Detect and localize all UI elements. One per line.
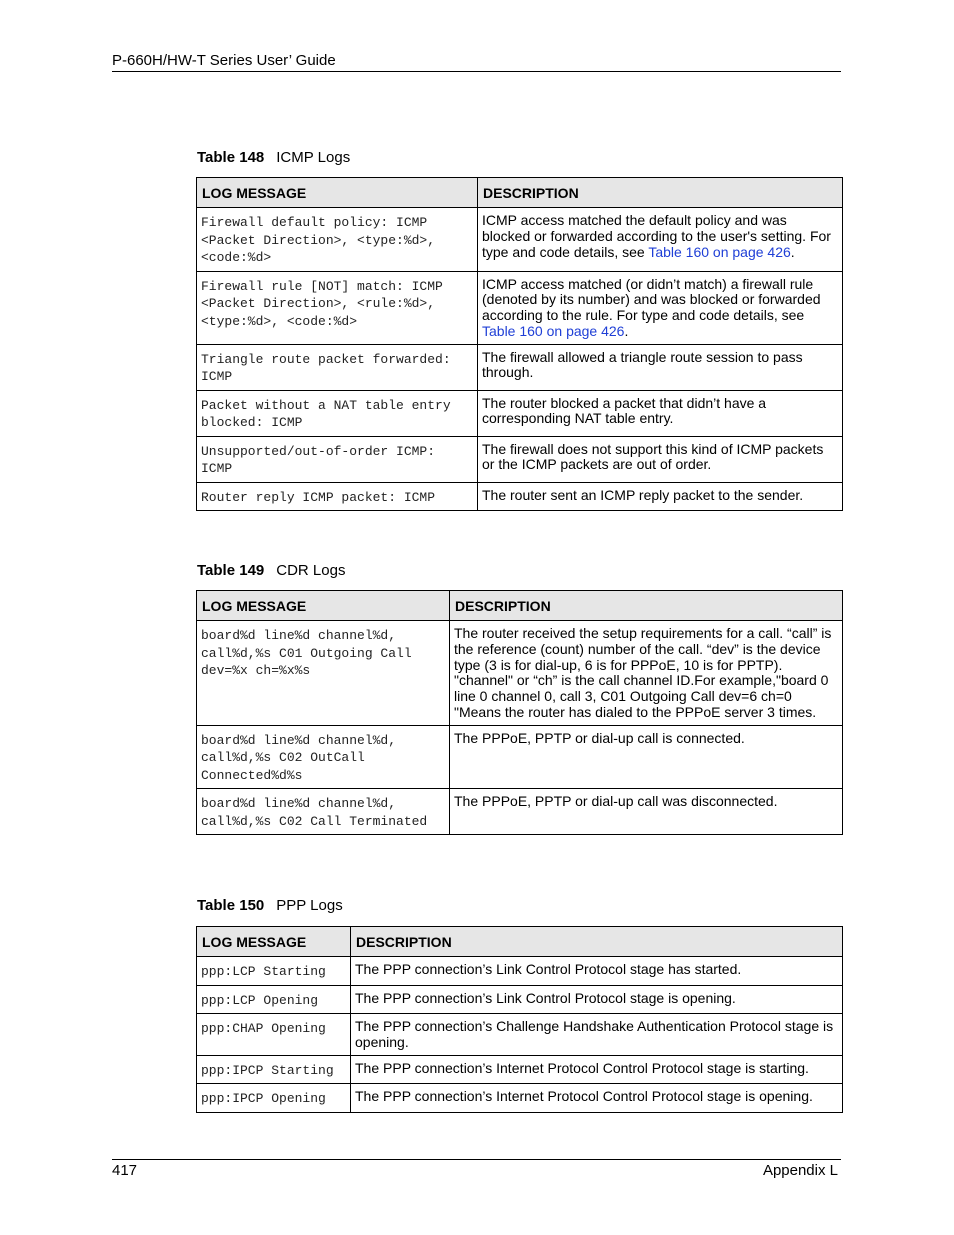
table-caption-name: PPP Logs xyxy=(276,897,343,914)
description-cell xyxy=(478,344,843,390)
description-cell xyxy=(478,482,843,511)
log-message-cell xyxy=(197,957,351,986)
log-message-text: Firewall rule [NOT] match: ICMP <Packet Direction>, <rule:%d>, <type:%d>, <code:%d> xyxy=(201,278,443,329)
table-caption-name: ICMP Logs xyxy=(276,149,351,166)
description-text: The router blocked a packet that didn’t have a corresponding NAT table entry. xyxy=(482,394,767,427)
log-message-text: ppp:LCP Starting xyxy=(201,964,326,979)
table-row xyxy=(197,208,843,272)
description-cell xyxy=(478,390,843,436)
cdr-logs-table xyxy=(196,590,843,835)
ppp-logs-table xyxy=(196,926,843,1113)
table-caption-cdr xyxy=(197,562,345,579)
log-message-text: Packet without a NAT table entry blocked: ICMP xyxy=(201,397,451,431)
table-row xyxy=(197,1084,843,1113)
description-cell xyxy=(478,208,843,272)
table-reference-link[interactable]: Table 160 on page 426 xyxy=(482,322,625,339)
log-message-cell xyxy=(197,1014,351,1056)
description-text: The PPPoE, PPTP or dial-up call was disconnected. xyxy=(454,793,778,810)
description-cell xyxy=(478,436,843,482)
description-cell xyxy=(351,1084,843,1113)
log-message-cell xyxy=(197,208,478,272)
table-row xyxy=(197,271,843,344)
column-header-log-message: LOG MESSAGE xyxy=(197,591,450,621)
log-message-cell xyxy=(197,1084,351,1113)
page-number: 417 xyxy=(112,1162,138,1179)
table-row xyxy=(197,725,843,789)
description-cell xyxy=(450,789,843,835)
log-message-text: ppp:CHAP Opening xyxy=(201,1021,326,1036)
description-cell xyxy=(478,271,843,344)
log-message-cell xyxy=(197,390,478,436)
table-caption-name: CDR Logs xyxy=(276,562,346,579)
description-text: ICMP access matched the default policy and was blocked or forwarded according to the user's setting. For type and code details, see xyxy=(482,212,831,260)
icmp-logs-table xyxy=(196,177,843,511)
description-text: The firewall does not support this kind of ICMP packets or the ICMP packets are out of order. xyxy=(482,440,824,473)
description-text: The PPP connection’s Challenge Handshake Authentication Protocol stage is opening. xyxy=(355,1018,834,1050)
column-header-description: DESCRIPTION xyxy=(351,927,843,957)
description-cell xyxy=(351,957,843,986)
log-message-cell xyxy=(197,725,450,789)
log-message-cell xyxy=(197,482,478,511)
log-message-cell xyxy=(197,271,478,344)
table-row xyxy=(197,482,843,511)
table-row xyxy=(197,1055,843,1084)
description-text: The PPP connection’s Internet Protocol Control Protocol stage is starting. xyxy=(355,1059,809,1076)
log-message-text: board%d line%d channel%d, call%d,%s C01 Outgoing Call dev=%x ch=%x%s xyxy=(201,628,412,678)
table-caption-number: Table 149 xyxy=(197,562,265,579)
description-cell xyxy=(450,725,843,789)
table-reference-link[interactable]: Table 160 on page 426 xyxy=(648,243,791,260)
log-message-text: board%d line%d channel%d, call%d,%s C02 Call Terminated xyxy=(201,796,428,829)
log-message-text: board%d line%d channel%d, call%d,%s C02 OutCall Connected%d%s xyxy=(201,732,397,783)
description-text: The router received the setup requirements for a call. “call” is the reference (count) number of the call. “dev” is the device type (3 is for dial-up, 6 is for PPPoE, 10 is for PPTP). "channel" or “ch” is the call channel ID.For example,"board 0 line 0 channel 0, call 3, C01 Outgoing Call dev=6 ch=0 "Means the router has dialed to the PPPoE server 3 times. xyxy=(454,625,832,720)
description-text-end: . xyxy=(624,322,629,339)
table-row xyxy=(197,344,843,390)
table-row xyxy=(197,436,843,482)
log-message-text: ppp:IPCP Opening xyxy=(201,1091,326,1107)
footer-divider xyxy=(112,1159,841,1160)
table-row xyxy=(197,390,843,436)
description-text: The PPP connection’s Link Control Protocol stage has started. xyxy=(355,961,742,977)
table-row xyxy=(197,985,843,1014)
column-header-description: DESCRIPTION xyxy=(478,178,843,208)
log-message-text: Unsupported/out-of-order ICMP: ICMP xyxy=(201,443,436,477)
log-message-cell xyxy=(197,985,351,1014)
footer-section-name: Appendix L xyxy=(762,1162,838,1179)
log-message-text: ppp:IPCP Starting xyxy=(201,1062,334,1078)
page-header-title: P-660H/HW-T Series User’ Guide xyxy=(112,52,336,69)
description-text: The firewall allowed a triangle route session to pass through. xyxy=(482,348,803,381)
table-row xyxy=(197,957,843,986)
table-caption-number: Table 150 xyxy=(197,897,265,914)
log-message-text: Router reply ICMP packet: ICMP xyxy=(201,489,436,505)
log-message-cell xyxy=(197,344,478,390)
description-text: The router sent an ICMP reply packet to the sender. xyxy=(482,486,804,503)
table-caption-number: Table 148 xyxy=(197,149,265,166)
table-caption-ppp xyxy=(197,897,343,914)
description-text: The PPP connection’s Internet Protocol Control Protocol stage is opening. xyxy=(355,1088,813,1105)
log-message-cell xyxy=(197,621,450,726)
log-message-text: Firewall default policy: ICMP <Packet Direction>, <type:%d>, <code:%d> xyxy=(201,215,436,265)
log-message-cell xyxy=(197,436,478,482)
log-message-cell xyxy=(197,1055,351,1084)
description-text: The PPPoE, PPTP or dial-up call is connected. xyxy=(454,729,745,746)
description-text: ICMP access matched (or didn’t match) a firewall rule (denoted by its number) and was blocked or forwarded according to the rule. For type and code details, see xyxy=(482,275,821,324)
description-text: The PPP connection’s Link Control Protocol stage is opening. xyxy=(355,989,736,1006)
log-message-cell xyxy=(197,789,450,835)
log-message-text: Triangle route packet forwarded: ICMP xyxy=(201,351,451,385)
description-cell xyxy=(351,1055,843,1084)
table-row xyxy=(197,789,843,835)
log-message-text: ppp:LCP Opening xyxy=(201,992,319,1008)
column-header-log-message: LOG MESSAGE xyxy=(197,927,351,957)
description-cell xyxy=(351,1014,843,1056)
description-cell xyxy=(450,621,843,726)
description-cell xyxy=(351,985,843,1014)
table-row xyxy=(197,1014,843,1056)
column-header-description: DESCRIPTION xyxy=(450,591,843,621)
table-caption-icmp xyxy=(197,149,350,166)
description-text-end: . xyxy=(790,243,795,260)
header-divider xyxy=(112,71,841,72)
column-header-log-message: LOG MESSAGE xyxy=(197,178,478,208)
table-row xyxy=(197,621,843,726)
